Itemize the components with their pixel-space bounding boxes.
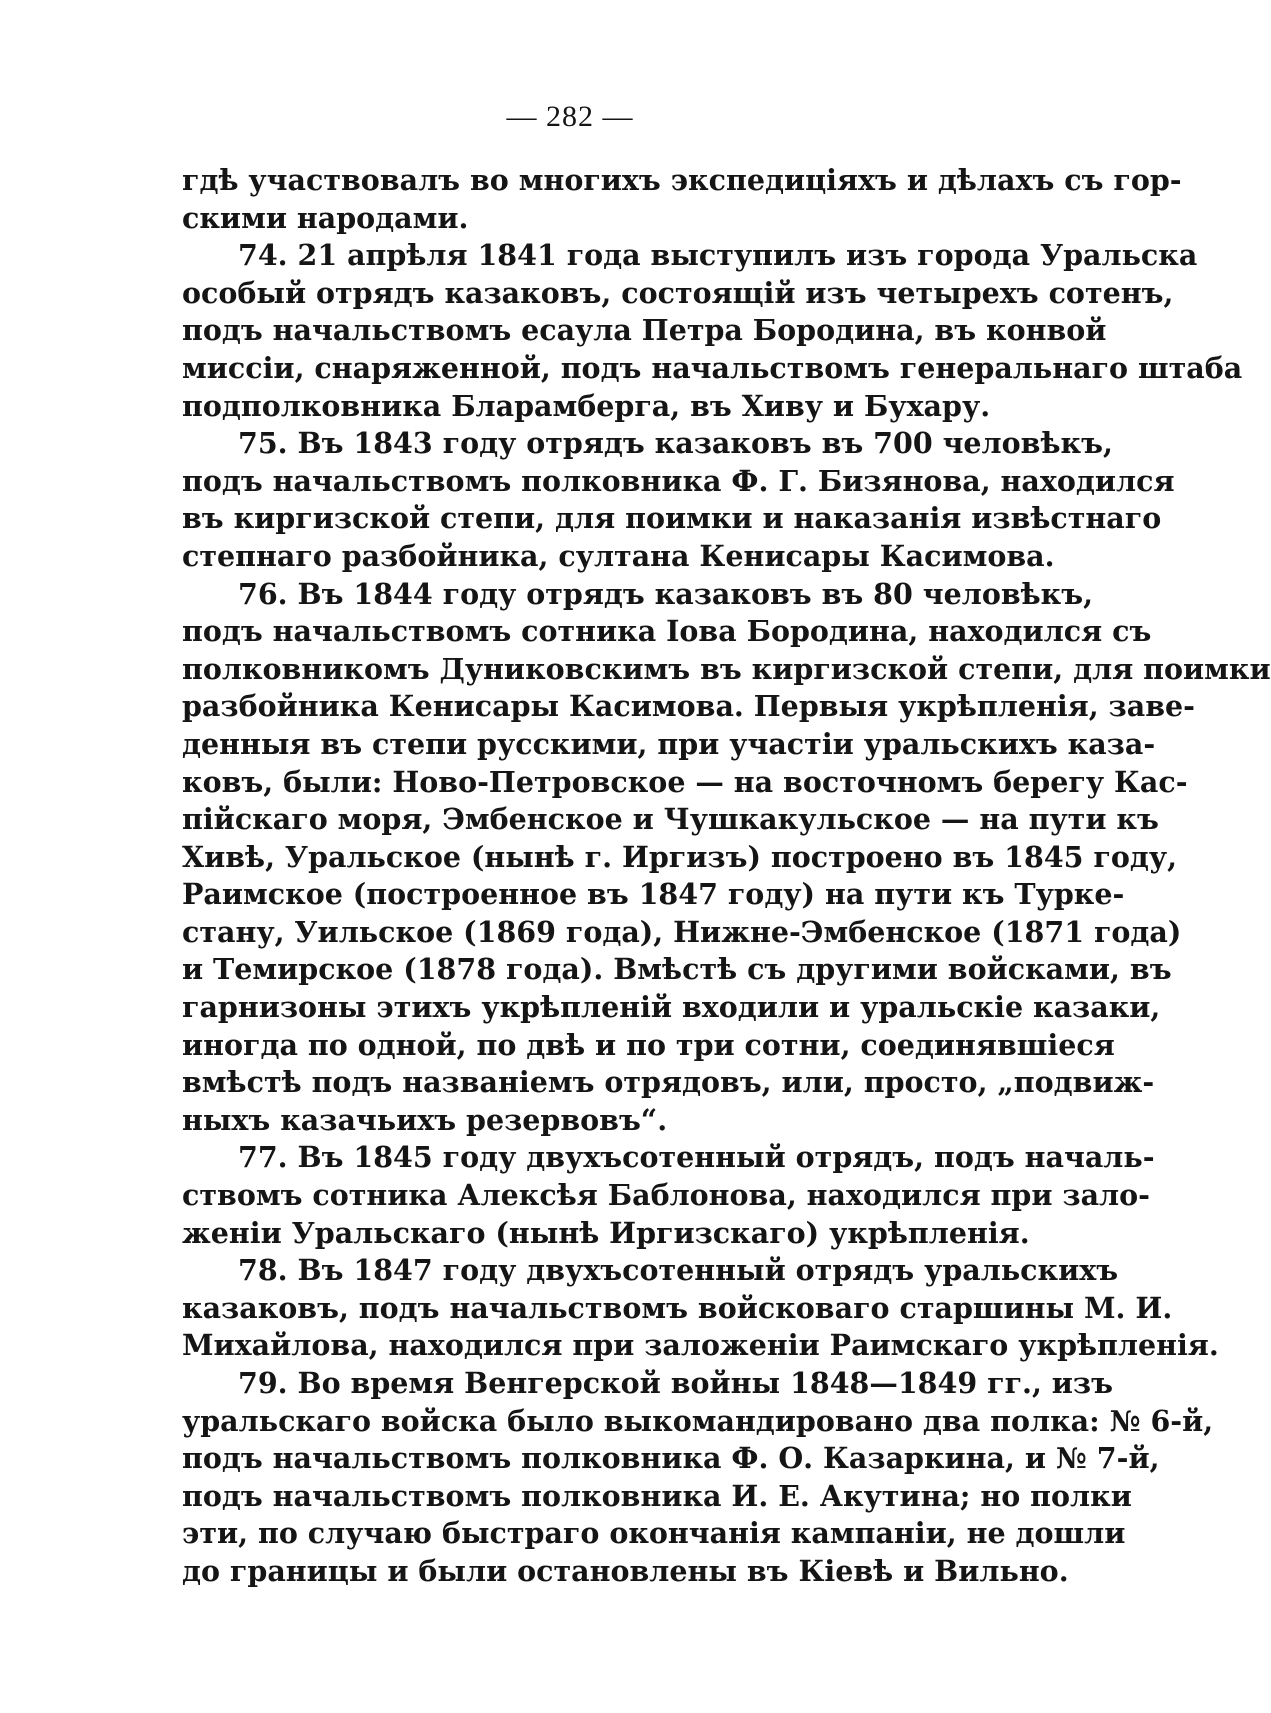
text-line: подъ начальствомъ полковника И. Е. Акутина; но полки: [182, 1478, 1132, 1513]
text-line: подполковника Бларамберга, въ Хиву и Бухару.: [182, 388, 991, 423]
text-line: миссіи, снаряженной, подъ начальствомъ генеральнаго штаба: [182, 350, 1243, 385]
text-line: денныя въ степи русскими, при участіи уральскихъ каза-: [182, 726, 1156, 761]
paragraph-78: [182, 1252, 1219, 1365]
text-line: гдѣ участвовалъ во многихъ экспедиціяхъ и дѣлахъ съ гор-: [182, 163, 1182, 197]
text-line: 75. Въ 1843 году отрядъ казаковъ въ 700 человѣкъ,: [238, 426, 1113, 461]
text-line: женіи Уральскаго (нынѣ Иргизскаго) укрѣпленія.: [182, 1215, 1030, 1250]
text-line: особый отрядъ казаковъ, состоящій изъ четырехъ сотенъ,: [182, 275, 1174, 310]
text-line: ствомъ сотника Алексѣя Баблонова, находился при зало-: [182, 1178, 1150, 1213]
paragraph-76: [182, 576, 1271, 1140]
paragraph-75: [182, 425, 1175, 575]
text-line: подъ начальствомъ полковника Ф. Г. Бизянова, находился: [182, 463, 1175, 498]
text-line: Хивѣ, Уральское (нынѣ г. Иргизъ) построено въ 1845 году,: [182, 839, 1178, 874]
text-line: 78. Въ 1847 году двухъсотенный отрядъ уральскихъ: [238, 1253, 1119, 1288]
text-line: ныхъ казачьихъ резервовъ“.: [182, 1102, 668, 1137]
text-line: скими народами.: [182, 200, 469, 235]
text-line: гарнизоны этихъ укрѣпленій входили и уральскіе казаки,: [182, 990, 1161, 1025]
paragraph-74: [182, 237, 1243, 425]
text-line: полковникомъ Дуниковскимъ въ киргизской степи, для поимки: [182, 651, 1271, 686]
text-line: Раимское (построенное въ 1847 году) на пути къ Турке-: [182, 877, 1125, 912]
text-line: пійскаго моря, Эмбенское и Чушкакульское — на пути къ: [182, 802, 1159, 837]
body-text: [182, 162, 1271, 1591]
text-line: эти, по случаю быстраго окончанія кампаніи, не дошли: [182, 1516, 1126, 1551]
text-line: Михайлова, находился при заложеніи Раимскаго укрѣпленія.: [182, 1328, 1219, 1363]
text-line: уральскаго войска было выкомандировано два полка: № 6-й,: [182, 1403, 1214, 1438]
paragraph-77: [182, 1139, 1155, 1252]
text-line: подъ начальствомъ полковника Ф. О. Казаркина, и № 7-й,: [182, 1441, 1160, 1476]
text-line: иногда по одной, по двѣ и по три сотни, соединявшіеся: [182, 1027, 1115, 1062]
text-line: и Темирское (1878 года). Вмѣстѣ съ другими войсками, въ: [182, 952, 1172, 987]
text-line: 76. Въ 1844 году отрядъ казаковъ въ 80 человѣкъ,: [238, 576, 1094, 611]
text-line: подъ начальствомъ есаула Петра Бородина, въ конвой: [182, 313, 1107, 348]
paragraph-continued: [182, 162, 1182, 237]
text-line: степнаго разбойника, султана Кенисары Касимова.: [182, 538, 1055, 573]
text-line: 79. Во время Венгерской войны 1848—1849 гг., изъ: [238, 1366, 1113, 1400]
text-line: 74. 21 апрѣля 1841 года выступилъ изъ города Уральска: [238, 238, 1198, 273]
text-line: разбойника Кенисары Касимова. Первыя укрѣпленія, заве-: [182, 689, 1195, 724]
text-line: до границы и были остановлены въ Кіевѣ и Вильно.: [182, 1553, 1069, 1588]
paragraph-79: [182, 1365, 1214, 1591]
text-line: ковъ, были: Ново-Петровское — на восточномъ берегу Кас-: [182, 764, 1188, 799]
text-line: подъ начальствомъ сотника Іова Бородина, находился съ: [182, 614, 1152, 649]
text-line: въ киргизской степи, для поимки и наказанія извѣстнаго: [182, 501, 1162, 536]
text-line: казаковъ, подъ начальствомъ войсковаго старшины М. И.: [182, 1290, 1173, 1325]
text-line: 77. Въ 1845 году двухъсотенный отрядъ, подъ началь-: [238, 1140, 1155, 1175]
text-line: стану, Уильское (1869 года), Нижне-Эмбенское (1871 года): [182, 914, 1182, 949]
page-number: — 282 —: [506, 100, 634, 133]
text-line: вмѣстѣ подъ названіемъ отрядовъ, или, просто, „подвиж-: [182, 1065, 1155, 1100]
